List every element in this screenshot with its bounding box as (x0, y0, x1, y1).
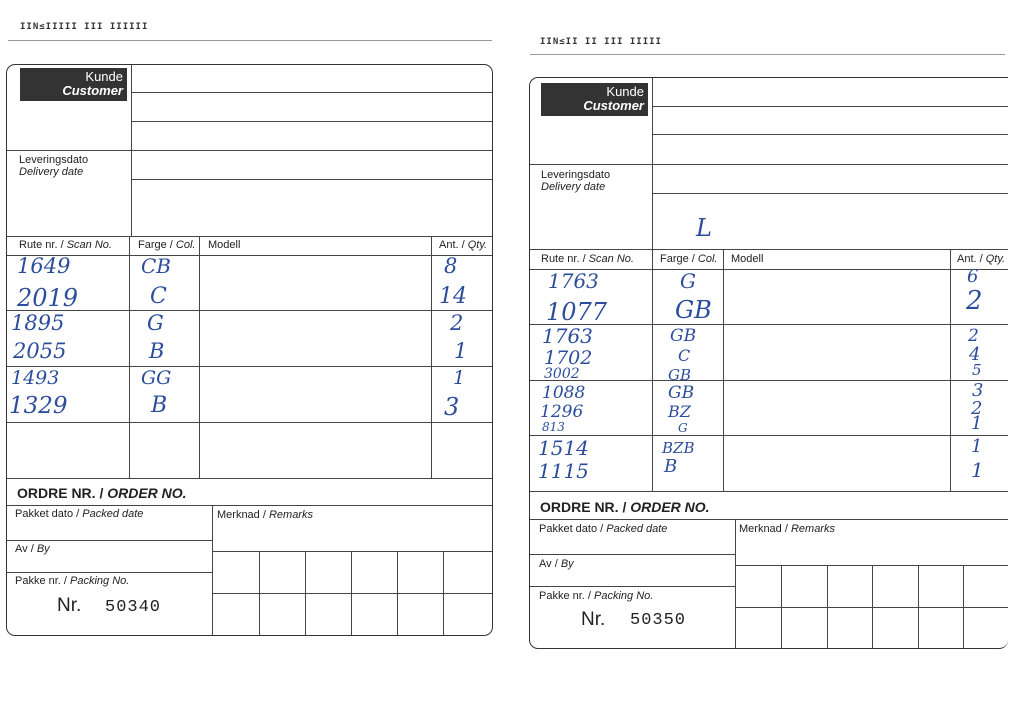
by-rule (7, 572, 212, 573)
header-row-rule (7, 255, 492, 256)
qty-value: 3 (972, 380, 984, 401)
customer-line-2 (131, 121, 492, 122)
remarks-grid-col (781, 565, 782, 648)
scan-value: 2055 (13, 339, 67, 363)
customer-line-3 (530, 164, 1008, 165)
packed-date-label: Pakket dato / Packed date (15, 508, 144, 520)
header-code: IIN≤II II III IIIII (540, 37, 662, 47)
scan-value: 1763 (548, 269, 599, 293)
scan-value: 1296 (540, 402, 584, 422)
remarks-grid-top (212, 551, 492, 552)
qty-value: 3 (444, 393, 460, 421)
delivery-line (652, 193, 1008, 194)
customer-label-box (541, 83, 648, 116)
remarks-grid-col (963, 565, 964, 648)
bottom-divider (735, 519, 736, 648)
order-rule (7, 505, 492, 506)
row-rule-3 (7, 422, 492, 423)
qty-value: 1 (971, 436, 983, 457)
by-rule (530, 586, 735, 587)
color-value: B (664, 456, 678, 477)
delivery-label: Leveringsdato (541, 169, 611, 181)
color-value: G (147, 311, 164, 335)
delivery-value: L (696, 214, 712, 242)
customer-label: Kunde (85, 69, 123, 84)
qty-value: 8 (444, 254, 458, 278)
customer-line-1 (131, 92, 492, 93)
scan-value: 1077 (546, 298, 608, 326)
delivery-label: Leveringsdato (19, 154, 89, 166)
color-value: B (151, 393, 168, 418)
color-value: G (680, 269, 696, 293)
qty-value: 4 (969, 344, 981, 365)
remarks-grid-col (827, 565, 828, 648)
qty-value: 2 (966, 286, 983, 316)
color-value: GB (668, 366, 692, 384)
scan-value: 1493 (11, 367, 60, 389)
qty-value: 2 (968, 326, 979, 346)
packing-no-label: Pakke nr. / Packing No. (539, 590, 654, 602)
nr-label: Nr. (57, 595, 82, 616)
col-model-header: Modell (208, 239, 241, 251)
customer-line-1 (652, 106, 1008, 107)
col-color-header: Farge / Col. (660, 253, 718, 265)
col-divider-1 (652, 249, 653, 491)
scan-value: 813 (542, 420, 565, 434)
header-code: IIN≤IIIII III IIIIII (20, 22, 149, 32)
qty-value: 2 (450, 311, 464, 335)
col-model-header: Modell (731, 253, 764, 265)
qty-value: 5 (972, 361, 982, 379)
color-value: GB (670, 326, 697, 346)
col-qty-header: Ant. / Qty. (957, 253, 1006, 265)
row-rule-2 (7, 366, 492, 367)
color-value: BZ (668, 402, 691, 421)
order-form (529, 77, 1008, 649)
remarks-grid-col (918, 565, 919, 648)
packed-date-rule (7, 540, 212, 541)
color-value: GB (675, 296, 712, 324)
row-rule-4 (7, 478, 492, 479)
packing-no-label: Pakke nr. / Packing No. (15, 575, 130, 587)
remarks-grid-col (259, 551, 260, 635)
delivery-label-en: Delivery date (19, 166, 84, 178)
order-rule (530, 519, 1008, 520)
qty-value: 1 (971, 458, 984, 482)
remarks-grid-col (872, 565, 873, 648)
col-divider-3 (950, 249, 951, 491)
row-rule-2 (530, 380, 1008, 381)
col-scan-header: Rute nr. / Scan No. (541, 253, 634, 265)
remarks-grid-col (397, 551, 398, 635)
qty-value: 6 (967, 266, 979, 287)
scan-value: 1115 (538, 459, 589, 483)
scan-value: 1088 (542, 383, 586, 403)
scan-value: 1702 (544, 347, 593, 369)
customer-label-box (20, 68, 127, 101)
col-divider-2 (199, 236, 200, 478)
remarks-grid-col (305, 551, 306, 635)
remarks-grid-col (443, 551, 444, 635)
order-no-label: ORDRE NR. / ORDER NO. (540, 499, 710, 515)
row-rule-3 (530, 435, 1008, 436)
color-value: GB (668, 383, 695, 403)
color-value: C (678, 346, 691, 365)
col-scan-header: Rute nr. / Scan No. (19, 239, 112, 251)
qty-value: 1 (454, 339, 468, 363)
header-rule (8, 40, 492, 41)
qty-value: 1 (453, 367, 466, 389)
col-color-header: Farge / Col. (138, 239, 196, 251)
table-top-rule (7, 236, 492, 237)
customer-label-en: Customer (62, 83, 123, 98)
color-value: GG (141, 367, 172, 389)
row-rule-4 (530, 491, 1008, 492)
color-value: CB (141, 254, 171, 278)
customer-line-3 (7, 150, 492, 151)
remarks-label: Merknad / Remarks (739, 523, 835, 535)
row-rule-1 (7, 310, 492, 311)
scan-value: 1514 (538, 436, 589, 460)
scan-value: 1649 (17, 254, 71, 278)
bottom-divider (212, 505, 213, 635)
nr-label: Nr. (581, 609, 606, 630)
col-qty-header: Ant. / Qty. (439, 239, 488, 251)
scan-value: 1763 (542, 324, 593, 348)
scan-value: 1329 (9, 393, 68, 419)
packing-number: 50340 (105, 598, 162, 617)
order-form (6, 64, 493, 636)
color-value: B (149, 339, 165, 363)
table-top-rule (530, 249, 1008, 250)
scan-value: 3002 (544, 366, 580, 382)
by-label: Av / By (539, 558, 574, 570)
customer-label-en: Customer (583, 98, 644, 113)
color-value: G (678, 421, 688, 435)
delivery-line (131, 179, 492, 180)
scan-value: 2019 (17, 284, 79, 312)
packed-date-label: Pakket dato / Packed date (539, 523, 668, 535)
remarks-grid-col (351, 551, 352, 635)
scan-value: 1895 (11, 311, 65, 335)
color-value: C (150, 284, 167, 309)
customer-line-2 (652, 134, 1008, 135)
packed-date-rule (530, 554, 735, 555)
order-no-label: ORDRE NR. / ORDER NO. (17, 485, 187, 501)
remarks-label: Merknad / Remarks (217, 509, 313, 521)
qty-value: 1 (971, 413, 983, 434)
packing-number: 50350 (630, 611, 687, 630)
delivery-label-en: Delivery date (541, 181, 606, 193)
header-row-rule (530, 269, 1008, 270)
header-rule (530, 54, 1005, 55)
col-divider-2 (723, 249, 724, 491)
remarks-grid-mid (212, 593, 492, 594)
by-label: Av / By (15, 543, 50, 555)
qty-value: 14 (439, 284, 467, 309)
color-value: BZB (662, 439, 695, 457)
col-divider-3 (431, 236, 432, 478)
customer-label: Kunde (606, 84, 644, 99)
qty-value: 2 (971, 398, 983, 419)
col-divider-1 (129, 236, 130, 478)
